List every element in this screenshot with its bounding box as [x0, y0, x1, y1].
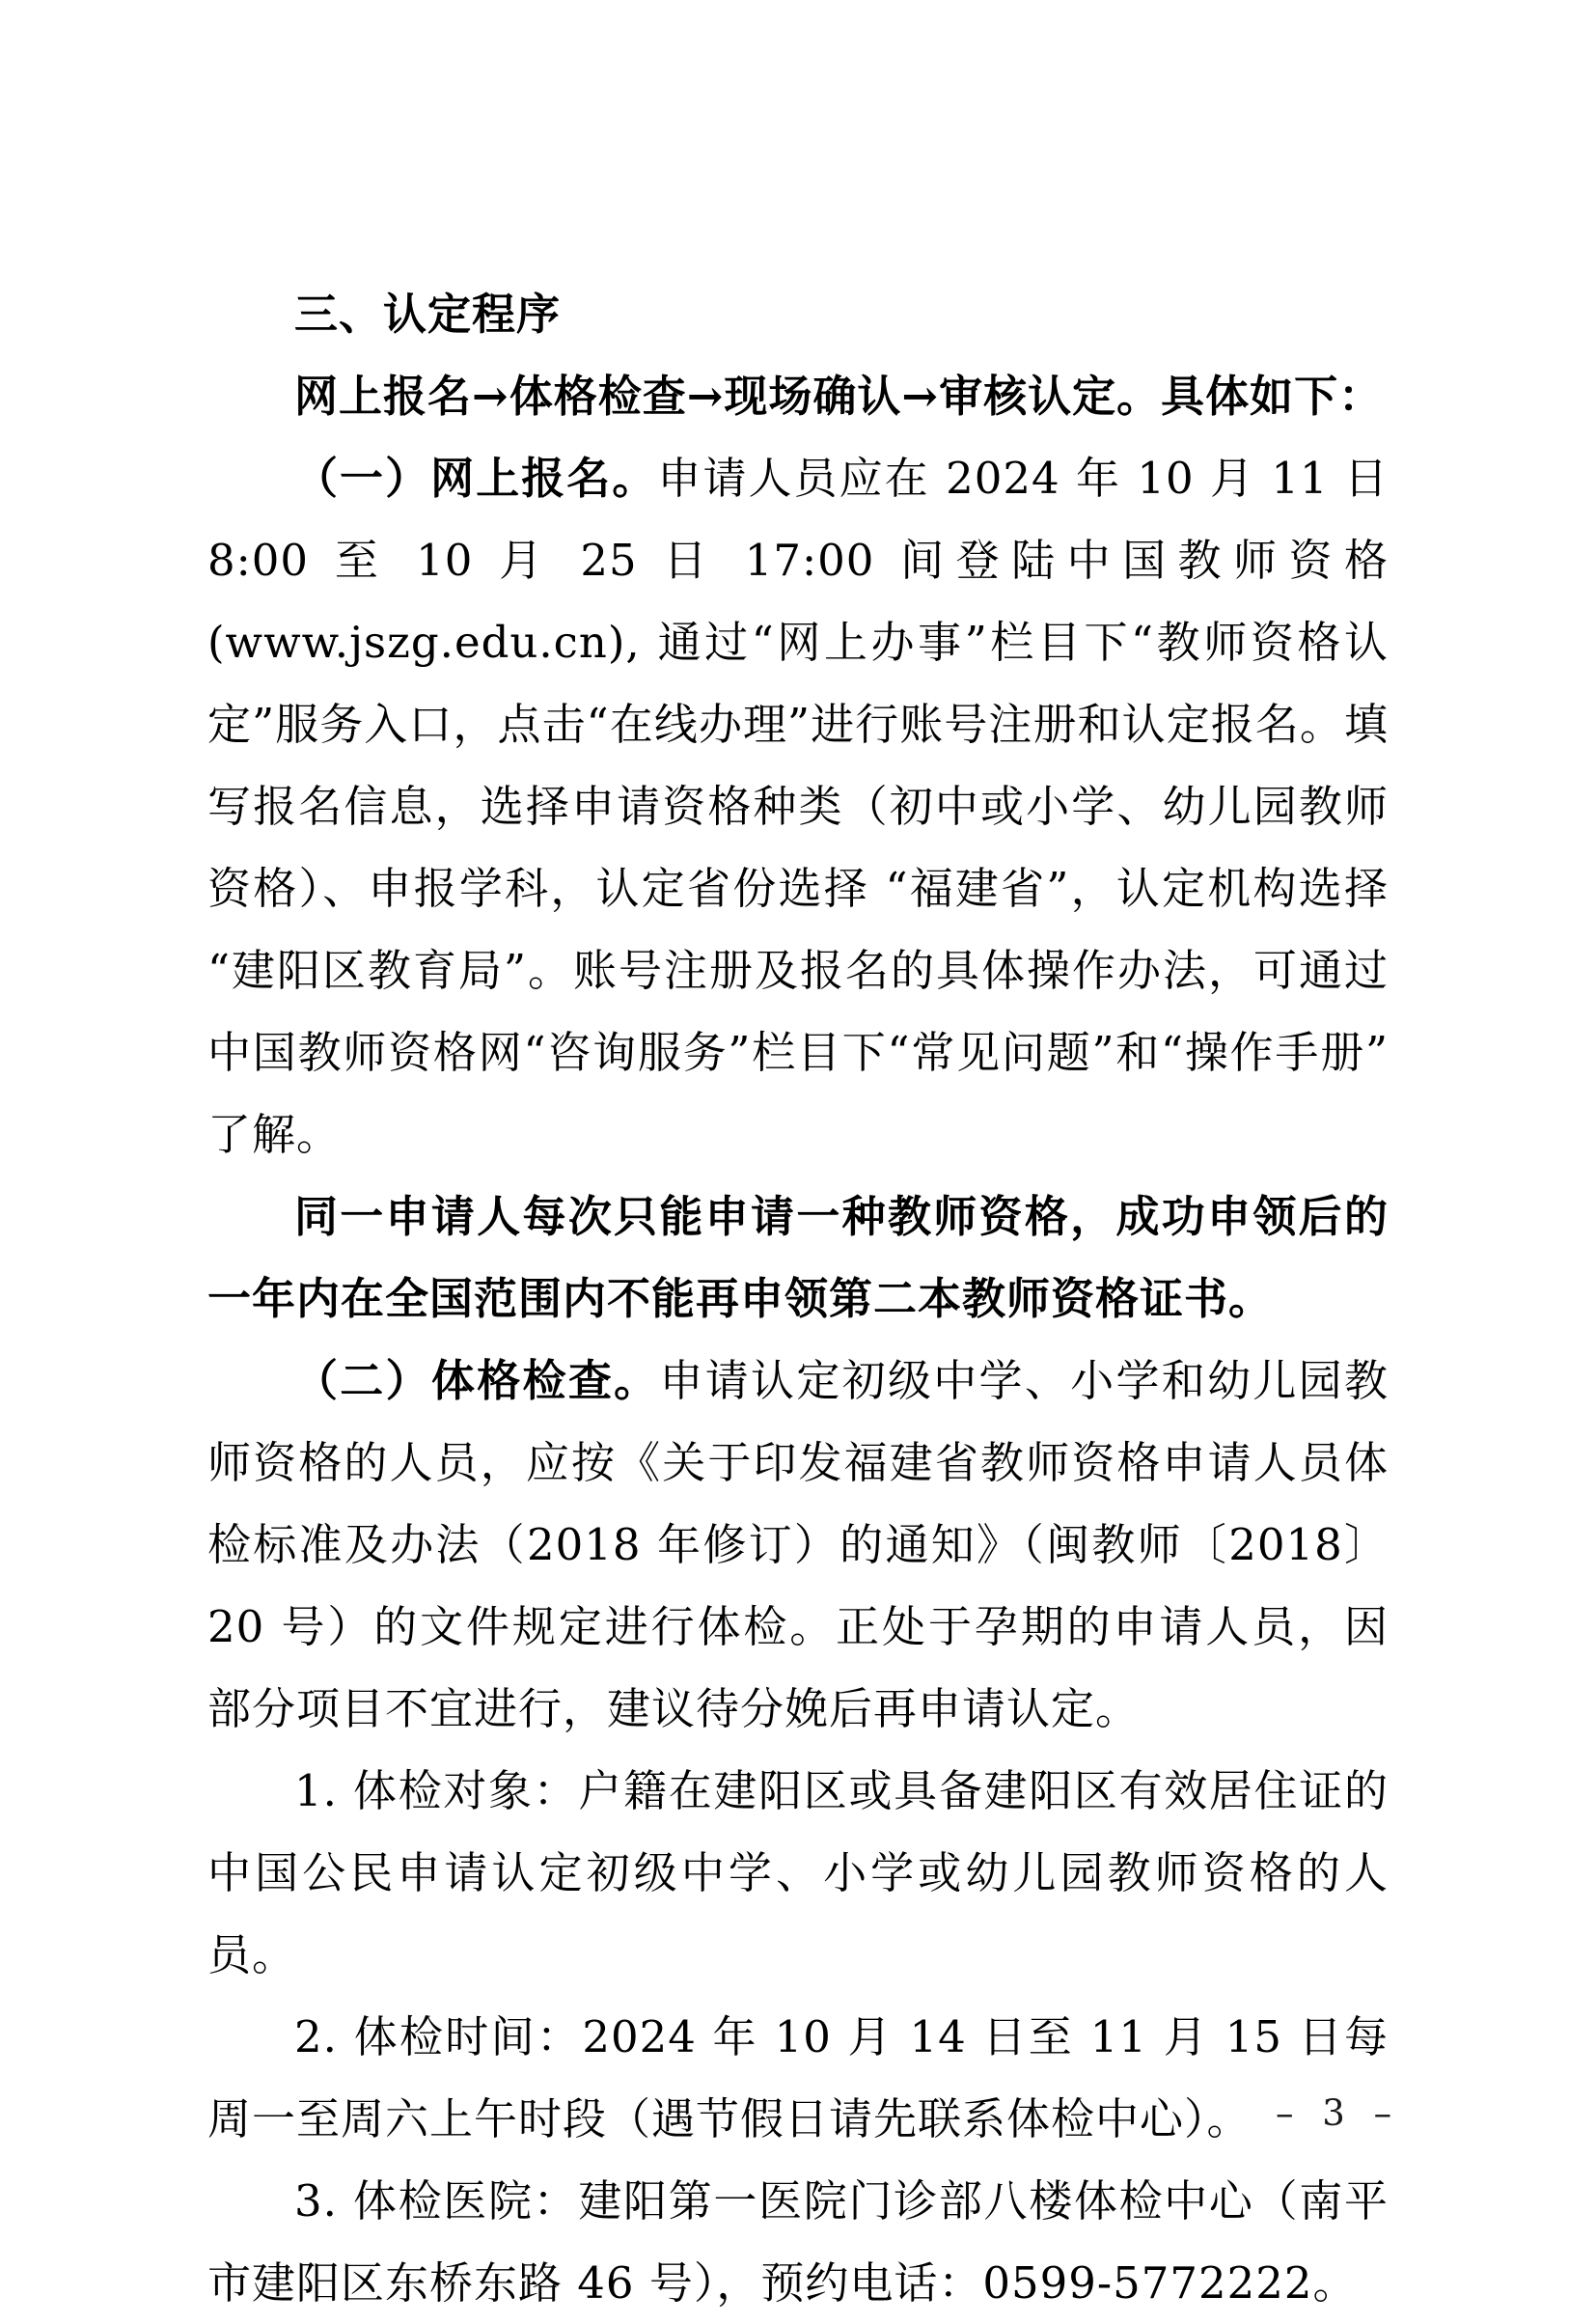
item-3-exam-hospital — [207, 2160, 1389, 2324]
item-2-exam-time-text-0: 2. 体检时间：2024 年 10 月 14 日至 11 月 15 日每周一至周六上午时段（遇节假日请先联系体检中心）。 — [207, 2011, 1389, 2144]
para-2-physical-examination-text-1: 申请认定初级中学、小学和幼儿园教师资格的人员，应按《关于印发福建省教师资格申请人员体检标准及办法（2018 年修订）的通知》（闽教师〔2018〕20 号）的文件规定进行体检。正处于孕期的申请人员，因部分项目不宜进行，建议待分娩后再申请认定。 — [207, 1355, 1389, 1734]
item-2-exam-time — [207, 1996, 1389, 2160]
document-body — [207, 273, 1389, 2324]
para-2-physical-examination — [207, 1340, 1389, 1750]
para-1-online-registration — [207, 437, 1389, 1176]
item-1-exam-subjects — [207, 1750, 1389, 1996]
process-flow-paragraph-text-0: 网上报名→体格检查→现场确认→审核认定。具体如下： — [294, 371, 1384, 422]
emphasis-paragraph-single-certificate-text-0: 同一申请人每次只能申请一种教师资格，成功申领后的一年内在全国范围内不能再申领第二本教师资格证书。 — [207, 1191, 1389, 1324]
section-heading — [207, 273, 1389, 355]
item-3-exam-hospital-text-0: 3. 体检医院：建阳第一医院门诊部八楼体检中心（南平市建阳区东桥东路 46 号），预约电话：0599-5772222。 — [207, 2175, 1389, 2309]
para-2-physical-examination-text-0: （二）体格检查。 — [294, 1355, 660, 1406]
para-1-online-registration-text-1: 申请人员应在 2024 年 10 月 11 日 8:00 至 10 月 25 日 17:00 间登陆中国教师资格(www.jszg.edu.cn), 通过“网上办事”栏目下“教师资格认定”服务入口，点击“在线办理”进行账号注册和认定报名。填写报名信息，选择申请资格种类（初中或小学、幼儿园教师资格）、申报学科，认定省份选择 “福建省”，认定机构选择 “建阳区教育局”。账号注册及报名的具体操作办法，可通过中国教师资格网“咨询服务”栏目下“常见问题”和“操作手册”了解。 — [207, 453, 1389, 1160]
section-heading-text-0: 三、认定程序 — [294, 289, 562, 340]
page-number: – 3 – — [1276, 2092, 1394, 2134]
para-1-online-registration-text-0: （一）网上报名。 — [294, 453, 658, 504]
process-flow-paragraph — [207, 355, 1389, 437]
item-1-exam-subjects-text-0: 1. 体检对象：户籍在建阳区或具备建阳区有效居住证的中国公民申请认定初级中学、小学或幼儿园教师资格的人员。 — [207, 1765, 1389, 1980]
emphasis-paragraph-single-certificate — [207, 1176, 1389, 1340]
